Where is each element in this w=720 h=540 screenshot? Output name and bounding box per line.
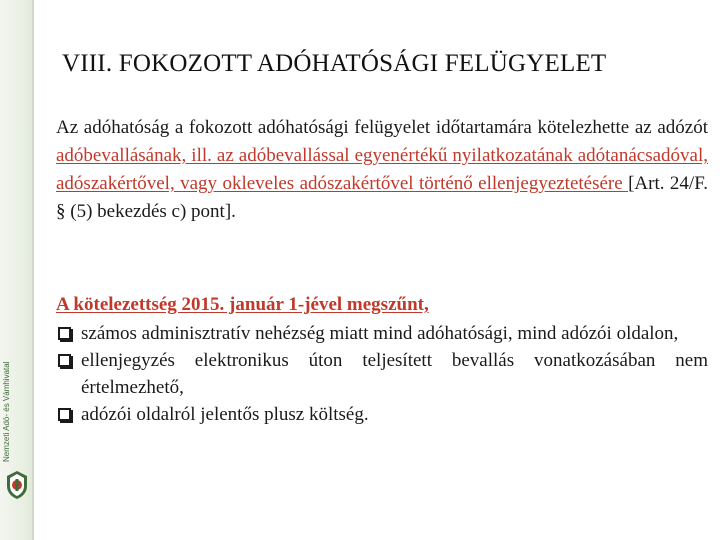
list-item [56, 401, 708, 428]
paragraph-text-1: Az adóhatóság a fokozott adóhatósági felügyelet időtartamára kötelezhette az adózót [56, 117, 708, 138]
nav-emblem-icon [5, 470, 29, 500]
paragraph-text-2: [Art. 24/F. § (5) bekezdés c) pont]. [56, 173, 708, 222]
list-item-text: ellenjegyzés elektronikus úton teljesített bevallás vonatkozásában nem értelmezhető, [81, 350, 708, 398]
paragraph-underlined-text: adóbevallásának, ill. az adóbevallással egyenértékű nyilatkozatának adótanácsadóval, adószakértővel, vagy okleveles adószakértővel történő ellenjegyeztetésére [56, 145, 708, 194]
list-item [56, 347, 708, 401]
checkbox-bullet-icon [58, 327, 71, 340]
bullet-list [56, 320, 708, 428]
page-title: VIII. FOKOZOTT ADÓHATÓSÁGI FELÜGYELET [62, 50, 607, 77]
section-heading: A kötelezettség 2015. január 1-jével megszűnt, [56, 294, 429, 315]
checkbox-bullet-icon [58, 354, 71, 367]
list-item [56, 320, 708, 347]
checkbox-bullet-icon [58, 408, 71, 421]
logo-text: Nemzeti Adó- és Vámhivatal [2, 361, 11, 462]
list-item-text: számos adminisztratív nehézség miatt mind adóhatósági, mind adózói oldalon, [81, 323, 679, 344]
main-paragraph [56, 114, 708, 226]
list-item-text: adózói oldalról jelentős plusz költség. [81, 404, 369, 425]
